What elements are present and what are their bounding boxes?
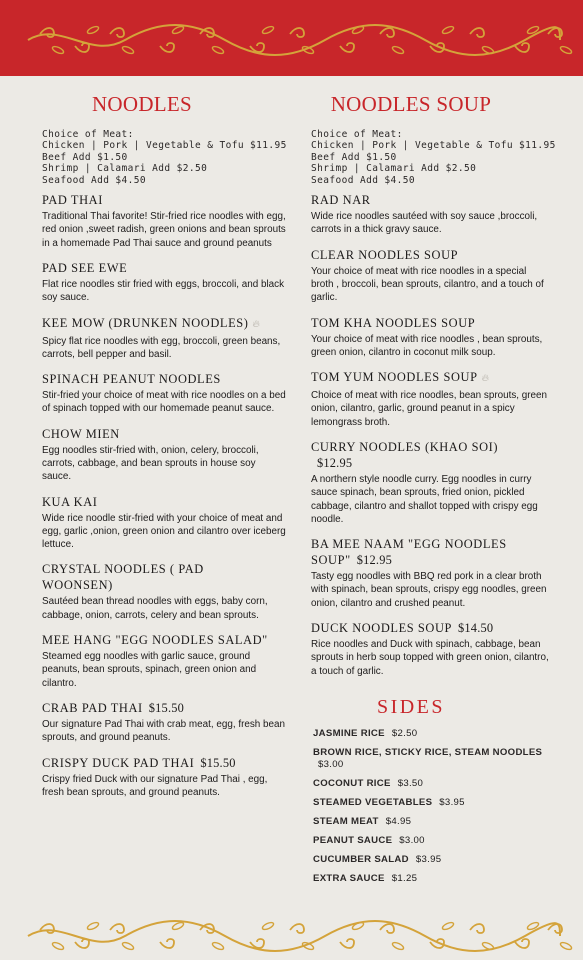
meat-line: Chicken | Pork | Vegetable & Tofu $11.95: [311, 140, 556, 152]
menu-item: [311, 192, 551, 237]
vine-leaf: [171, 25, 184, 35]
item-name: CURRY NOODLES (KHAO SOI): [311, 440, 499, 454]
side-price: $3.00: [399, 834, 425, 846]
side-name: STEAM MEAT: [313, 815, 379, 827]
meat-line: Shrimp | Calamari Add $2.50: [311, 163, 477, 175]
meat-line: Beef Add $1.50: [311, 151, 397, 163]
item-description: Egg noodles stir-fried with, onion, celery, broccoli, carrots, cabbage, and bean sprouts in house soy sauce.: [42, 444, 259, 483]
chili-spicy-icon: 🔥︎: [481, 373, 490, 385]
meat-line: Seafood Add $4.50: [311, 174, 416, 186]
item-name: MEE HANG "EGG NOODLES SALAD": [42, 633, 268, 648]
vine-curl: [290, 28, 304, 37]
side-name: CUCUMBER SALAD: [313, 853, 409, 865]
item-price: $14.50: [458, 621, 494, 636]
menu-item: [311, 369, 551, 429]
side-price: $3.95: [439, 796, 465, 808]
side-item: [313, 854, 551, 866]
vine-curl: [340, 939, 354, 948]
item-name-row: [42, 755, 287, 771]
meat-line: Chicken | Pork | Vegetable & Tofu $11.95: [42, 140, 287, 152]
noodles-column: [42, 92, 287, 809]
item-name-row: [311, 536, 551, 568]
vine-leaf: [86, 921, 99, 931]
vine-curl: [110, 28, 124, 37]
vine-curl: [340, 43, 354, 52]
vine-curl: [75, 939, 89, 948]
vine-leaf: [121, 941, 134, 951]
item-name: CRISPY DUCK PAD THAI: [42, 755, 195, 770]
item-name: SPINACH PEANUT NOODLES: [42, 372, 221, 387]
menu-item: [42, 371, 287, 416]
vine-curl: [380, 28, 394, 37]
side-price: $3.00: [318, 758, 344, 770]
vine-leaf: [121, 45, 134, 55]
soup-meat-options: [311, 129, 556, 186]
vine-leaf: [441, 921, 454, 931]
menu-item: [311, 536, 551, 610]
item-price: $12.95: [317, 456, 353, 470]
noodles-soup-heading: NOODLES SOUP: [330, 92, 492, 116]
item-name: KEE MOW (DRUNKEN NOODLES): [42, 315, 249, 330]
vine-curl: [110, 924, 124, 933]
item-description: Rice noodles and Duck with spinach, cabbage, bean sprouts in herb soup topped with green onion, cilantro, a touch of garlic.: [311, 639, 549, 677]
vine-leaf: [481, 45, 494, 55]
side-item: [313, 778, 551, 790]
vine-leaf: [171, 921, 184, 931]
vine-leaf: [559, 45, 572, 55]
side-item: [313, 728, 551, 740]
side-price: $3.50: [397, 777, 424, 789]
vine-leaf: [391, 45, 404, 55]
meat-line: Choice of Meat:: [311, 129, 403, 140]
item-name-row: [311, 369, 551, 387]
vine-leaf: [391, 941, 404, 951]
menu-item: [42, 561, 287, 622]
menu-item: [311, 620, 551, 678]
meat-line: Beef Add $1.50: [42, 151, 128, 163]
side-name: STEAMED VEGETABLES: [313, 796, 433, 808]
vine-leaf: [441, 25, 454, 35]
vine-curl: [290, 924, 304, 933]
item-name: RAD NAR: [311, 193, 371, 208]
item-description: Your choice of meat with rice noodles in a special broth , broccoli, bean sprouts, cilantro, and a touch of garlic.: [311, 265, 544, 304]
side-item: [313, 835, 551, 847]
item-name: CRAB PAD THAI: [42, 700, 143, 715]
item-name: KUA KAI: [42, 494, 98, 509]
item-name: BA MEE NAAM "EGG NOODLES SOUP": [311, 537, 507, 568]
noodles-heading: NOODLES: [91, 92, 193, 116]
item-price: $15.50: [200, 755, 236, 770]
item-price: $15.50: [148, 700, 185, 715]
side-price: $2.50: [391, 727, 418, 739]
item-description: Traditional Thai favorite! Stir-fried rice noodles with egg, red onion ,sweet radish, green onions and bean sprouts in a homemade Pad Thai sauce and ground peanuts: [42, 211, 286, 249]
vine-leaf: [211, 941, 224, 951]
item-price: $12.95: [356, 553, 393, 568]
item-name-row: [42, 315, 287, 333]
side-price: $3.95: [415, 853, 442, 865]
item-description: Choice of meat with rice noodles, bean sprouts, green onion, cilantro, garlic, ground peanut in a spicy lemongrass broth.: [311, 390, 548, 428]
side-item: [313, 873, 551, 885]
item-name: PAD SEE EWE: [42, 260, 128, 275]
side-item: [313, 816, 551, 828]
item-name: PAD THAI: [42, 193, 103, 208]
item-description: Wide rice noodles sautéed with soy sauce ,broccoli, carrots in a thick gravy sauce.: [311, 211, 538, 236]
item-name: CLEAR NOODLES SOUP: [311, 247, 459, 262]
side-name: PEANUT SAUCE: [313, 834, 393, 846]
item-description: Stir-fried your choice of meat with rice noodles on a bed of spinach topped with our homemade peanut sauce.: [42, 390, 286, 415]
menu-item: [311, 439, 551, 526]
side-item: [313, 797, 551, 809]
menu-item: [42, 426, 287, 484]
vine-curl: [380, 924, 394, 933]
menu-item: [42, 632, 287, 690]
side-price: $4.95: [385, 815, 412, 827]
item-name: CRYSTAL NOODLES ( PAD WOONSEN): [42, 562, 204, 593]
item-description: Crispy fried Duck with our signature Pad Thai , egg, fresh bean sprouts, and ground peanuts.: [42, 773, 268, 798]
meat-line: Choice of Meat:: [42, 129, 134, 140]
item-description: Wide rice noodle stir-fried with your choice of meat and egg, garlic ,onion, green onion and cilantro over iceberg lettuce.: [42, 512, 286, 551]
side-price: $1.25: [391, 872, 418, 884]
item-description: Sautéed bean thread noodles with eggs, baby corn, cabbage, onion, carrots, celery and bean sprouts.: [42, 596, 268, 621]
menu-item: [311, 315, 551, 360]
vine-curl: [470, 924, 484, 933]
menu-item: [311, 247, 551, 305]
menu-item: [42, 700, 287, 745]
vine-leaf: [51, 45, 64, 55]
side-name: COCONUT RICE: [313, 777, 391, 789]
vine-leaf: [481, 941, 494, 951]
sides-heading: SIDES: [376, 695, 446, 718]
side-name: JASMINE RICE: [313, 727, 385, 739]
vine-leaf: [351, 921, 364, 931]
vine-leaf: [559, 941, 572, 951]
sides-list: [311, 728, 551, 885]
side-name: BROWN RICE, STICKY RICE, STEAM NOODLES: [313, 746, 543, 758]
menu-item: [42, 315, 287, 362]
item-name: TOM YUM NOODLES SOUP: [311, 370, 478, 385]
vine-leaf: [261, 921, 274, 931]
item-description: A northern style noodle curry. Egg noodles in curry sauce spinach, bean sprouts, fried onion, pickled cabbage, cilantro and shallot topped with crispy egg noodle.: [311, 474, 538, 525]
menu-item: [42, 192, 287, 250]
bottom-vine-ornament: [0, 912, 583, 960]
vine-curl: [470, 28, 484, 37]
side-item: [313, 747, 551, 771]
item-description: Our signature Pad Thai with crab meat, egg, fresh bean sprouts, and ground peanuts.: [42, 718, 285, 744]
menu-item: [42, 494, 287, 552]
item-name: DUCK NOODLES SOUP: [311, 621, 453, 636]
item-description: Steamed egg noodles with garlic sauce, ground peanuts, bean sprouts, spinach, green onion and cilantro.: [42, 651, 257, 689]
vine-leaf: [86, 25, 99, 35]
noodles-meat-options: [42, 129, 287, 186]
menu-item: [42, 260, 287, 305]
chili-spicy-icon: 🔥︎: [252, 318, 261, 330]
item-description: Flat rice noodles stir fried with eggs, broccoli, and black soy sauce.: [42, 278, 285, 304]
vine-leaf: [211, 45, 224, 55]
side-name: EXTRA SAUCE: [313, 872, 385, 884]
meat-line: Seafood Add $4.50: [42, 174, 147, 186]
vine-curl: [75, 43, 89, 52]
vine-curl: [160, 939, 174, 948]
item-name: TOM KHA NOODLES SOUP: [311, 315, 476, 330]
vine-leaf: [351, 25, 364, 35]
vine-leaf: [51, 941, 64, 951]
item-name-row: [311, 439, 551, 471]
meat-line: Shrimp | Calamari Add $2.50: [42, 163, 208, 175]
item-description: Tasty egg noodles with BBQ red pork in a clear broth with spinach, bean sprouts, crispy egg noodles, green onion, cilantro and crushed peanut.: [311, 571, 547, 609]
item-name-row: [42, 700, 287, 716]
item-description: Spicy flat rice noodles with egg, broccoli, green beans, carrots, bell pepper and basil.: [42, 335, 281, 360]
top-vine-ornament: [0, 16, 583, 64]
item-description: Your choice of meat with rice noodles , bean sprouts, green onion, cilantro in coconut milk soup.: [311, 333, 543, 358]
noodles-soup-column: [311, 92, 556, 892]
vine-leaf: [261, 25, 274, 35]
vine-curl: [160, 43, 174, 52]
item-name: CHOW MIEN: [42, 426, 120, 441]
item-name-row: [311, 620, 551, 636]
menu-item: [42, 755, 287, 800]
